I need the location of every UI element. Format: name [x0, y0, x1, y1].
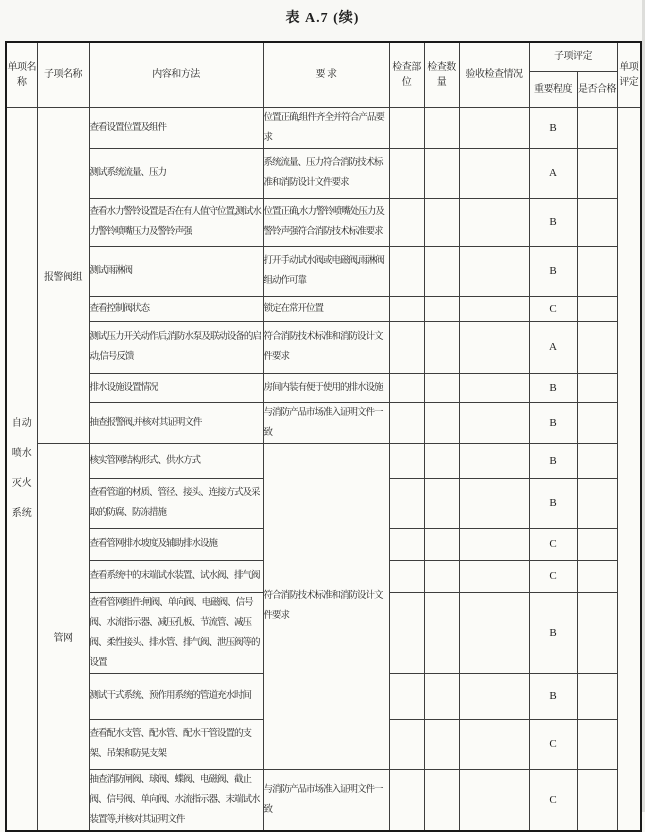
qualified-cell — [577, 673, 617, 719]
acceptance-status-cell — [459, 296, 529, 321]
importance-cell: A — [529, 148, 577, 198]
check-quantity-cell — [424, 560, 459, 592]
importance-cell: B — [529, 373, 577, 402]
check-quantity-cell — [424, 148, 459, 198]
header-check-quantity: 检查数量 — [424, 42, 459, 107]
acceptance-status-cell — [459, 402, 529, 443]
check-location-cell — [389, 673, 424, 719]
acceptance-status-cell — [459, 198, 529, 246]
importance-cell: C — [529, 719, 577, 769]
acceptance-status-cell — [459, 528, 529, 560]
importance-cell: C — [529, 769, 577, 831]
check-quantity-cell — [424, 107, 459, 148]
check-location-cell — [389, 321, 424, 373]
content-cell: 核实管网结构形式、供水方式 — [89, 443, 263, 478]
requirement-cell: 与消防产品市场准入证明文件一致 — [263, 769, 389, 831]
qualified-cell — [577, 443, 617, 478]
importance-cell: B — [529, 592, 577, 673]
header-check-location: 检查部位 — [389, 42, 424, 107]
unit-eval-cell — [617, 107, 641, 831]
importance-cell: C — [529, 528, 577, 560]
requirement-cell: 锁定在常开位置 — [263, 296, 389, 321]
check-location-cell — [389, 592, 424, 673]
qualified-cell — [577, 769, 617, 831]
requirement-cell: 位置正确,水力警铃喷嘴处压力及警铃声强符合消防技术标准要求 — [263, 198, 389, 246]
importance-cell: C — [529, 296, 577, 321]
requirement-cell: 打开手动试水阀或电磁阀,雨淋阀组动作可靠 — [263, 246, 389, 296]
table-title: 表 A.7 (续) — [285, 11, 360, 26]
check-location-cell — [389, 478, 424, 528]
qualified-cell — [577, 592, 617, 673]
content-cell: 查看水力警铃设置是否在有人值守位置,测试水力警铃喷嘴压力及警铃声强 — [89, 198, 263, 246]
qualified-cell — [577, 296, 617, 321]
header-sub-name: 子项名称 — [37, 42, 89, 107]
acceptance-status-cell — [459, 443, 529, 478]
check-location-cell — [389, 198, 424, 246]
requirement-cell: 系统流量、压力符合消防技术标准和消防设计文件要求 — [263, 148, 389, 198]
content-cell: 测试雨淋阀 — [89, 246, 263, 296]
qualified-cell — [577, 148, 617, 198]
requirement-cell-merged: 符合消防技术标准和消防设计文件要求 — [263, 443, 389, 769]
check-quantity-cell — [424, 373, 459, 402]
content-cell: 查看配水支管、配水管、配水干管设置的支架、吊架和防晃支架 — [89, 719, 263, 769]
check-location-cell — [389, 107, 424, 148]
header-sub-eval: 子项评定 — [529, 42, 617, 71]
unit-name-cell: 自动喷水灭火系统 — [6, 107, 37, 831]
acceptance-table — [5, 41, 642, 832]
acceptance-status-cell — [459, 148, 529, 198]
sub-name-cell-pipe-network: 管网 — [37, 443, 89, 831]
qualified-cell — [577, 719, 617, 769]
requirement-cell: 与消防产品市场准入证明文件一致 — [263, 402, 389, 443]
check-quantity-cell — [424, 719, 459, 769]
check-quantity-cell — [424, 198, 459, 246]
content-cell: 查看控制阀状态 — [89, 296, 263, 321]
content-cell: 测试干式系统、预作用系统的管道充水时间 — [89, 673, 263, 719]
check-quantity-cell — [424, 478, 459, 528]
check-location-cell — [389, 528, 424, 560]
qualified-cell — [577, 373, 617, 402]
acceptance-status-cell — [459, 321, 529, 373]
content-cell: 查看管网排水坡度及辅助排水设施 — [89, 528, 263, 560]
check-quantity-cell — [424, 402, 459, 443]
acceptance-status-cell — [459, 592, 529, 673]
importance-cell: C — [529, 560, 577, 592]
check-quantity-cell — [424, 321, 459, 373]
content-cell: 查看管网组件:闸阀、单向阀、电磁阀、信号阀、水流指示器、减压孔板、节流管、减压阀、柔性接头、排水管、排气阀、泄压阀等的设置 — [89, 592, 263, 673]
qualified-cell — [577, 246, 617, 296]
requirement-cell: 房间内装有便于使用的排水设施 — [263, 373, 389, 402]
check-location-cell — [389, 560, 424, 592]
acceptance-status-cell — [459, 246, 529, 296]
acceptance-status-cell — [459, 373, 529, 402]
importance-cell: B — [529, 443, 577, 478]
acceptance-status-cell — [459, 478, 529, 528]
check-quantity-cell — [424, 769, 459, 831]
check-location-cell — [389, 719, 424, 769]
header-content-method: 内容和方法 — [89, 42, 263, 107]
check-location-cell — [389, 296, 424, 321]
acceptance-status-cell — [459, 769, 529, 831]
header-acceptance-status: 验收检查情况 — [459, 42, 529, 107]
acceptance-status-cell — [459, 560, 529, 592]
acceptance-status-cell — [459, 673, 529, 719]
content-cell: 抽查报警阀,并核对其证明文件 — [89, 402, 263, 443]
qualified-cell — [577, 321, 617, 373]
qualified-cell — [577, 402, 617, 443]
importance-cell: B — [529, 107, 577, 148]
qualified-cell — [577, 198, 617, 246]
content-cell: 测试系统流量、压力 — [89, 148, 263, 198]
check-quantity-cell — [424, 296, 459, 321]
content-cell: 测试压力开关动作后,消防水泵及联动设备的启动,信号反馈 — [89, 321, 263, 373]
content-cell: 抽查消防闸阀、球阀、蝶阀、电磁阀、截止阀、信号阀、单向阀、水流指示器、末端试水装置等,并核对其证明文件 — [89, 769, 263, 831]
header-unit-name: 单项名称 — [6, 42, 37, 107]
qualified-cell — [577, 478, 617, 528]
header-importance: 重要程度 — [529, 71, 577, 107]
importance-cell: B — [529, 198, 577, 246]
content-cell: 查看系统中的末端试水装置、试水阀、排气阀 — [89, 560, 263, 592]
sub-name-cell-alarm-valve-group: 报警阀组 — [37, 107, 89, 443]
acceptance-status-cell — [459, 719, 529, 769]
importance-cell: A — [529, 321, 577, 373]
requirement-cell: 位置正确,组件齐全并符合产品要求 — [263, 107, 389, 148]
check-location-cell — [389, 148, 424, 198]
qualified-cell — [577, 107, 617, 148]
check-location-cell — [389, 373, 424, 402]
importance-cell: B — [529, 673, 577, 719]
check-location-cell — [389, 402, 424, 443]
requirement-cell: 符合消防技术标准和消防设计文件要求 — [263, 321, 389, 373]
qualified-cell — [577, 560, 617, 592]
check-quantity-cell — [424, 592, 459, 673]
check-location-cell — [389, 246, 424, 296]
content-cell: 排水设施设置情况 — [89, 373, 263, 402]
acceptance-status-cell — [459, 107, 529, 148]
importance-cell: B — [529, 246, 577, 296]
qualified-cell — [577, 528, 617, 560]
content-cell: 查看管道的材质、管径、接头、连接方式及采取的防腐、防冻措施 — [89, 478, 263, 528]
header-requirement: 要 求 — [263, 42, 389, 107]
check-quantity-cell — [424, 246, 459, 296]
header-qualified: 是否合格 — [577, 71, 617, 107]
importance-cell: B — [529, 402, 577, 443]
importance-cell: B — [529, 478, 577, 528]
check-location-cell — [389, 769, 424, 831]
header-unit-eval: 单项评定 — [617, 42, 641, 107]
check-quantity-cell — [424, 673, 459, 719]
check-quantity-cell — [424, 528, 459, 560]
check-location-cell — [389, 443, 424, 478]
check-quantity-cell — [424, 443, 459, 478]
content-cell: 查看设置位置及组件 — [89, 107, 263, 148]
